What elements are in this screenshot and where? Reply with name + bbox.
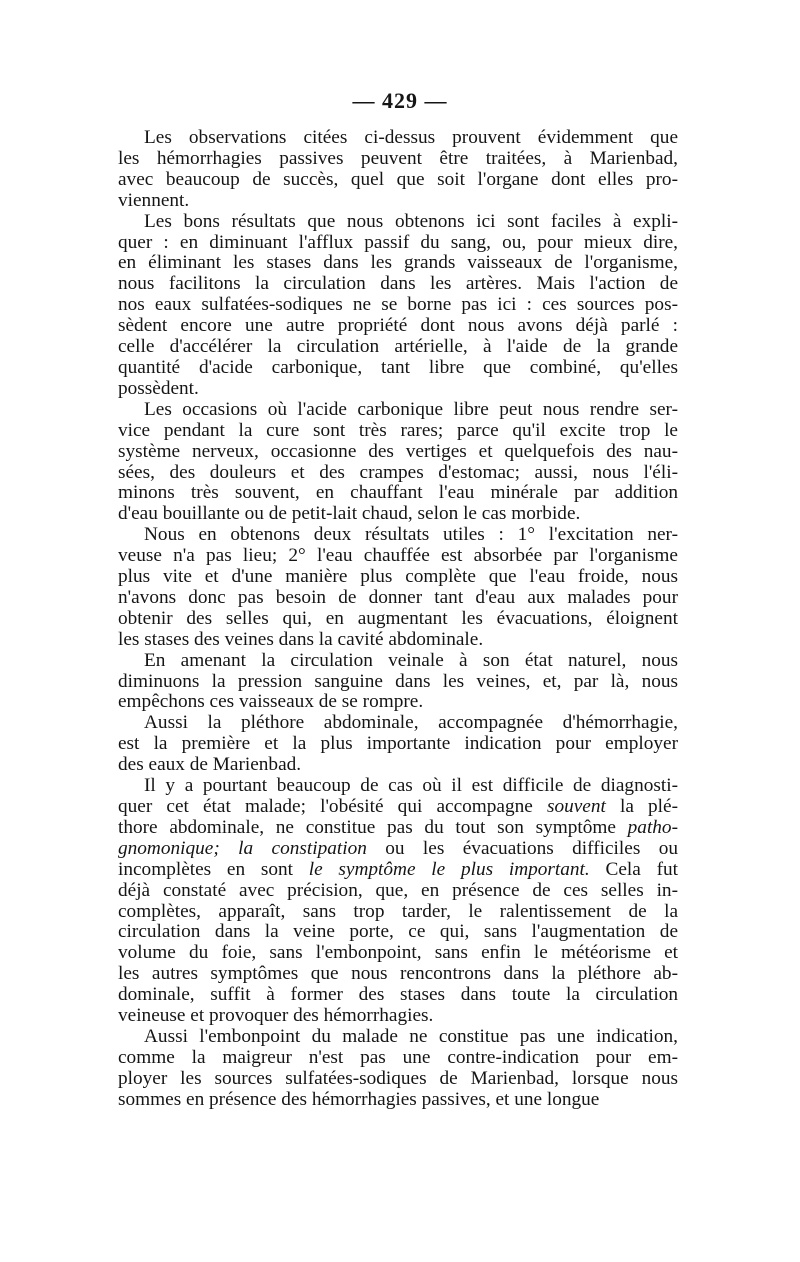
text-line: dominale, suffit à former des stases dans toute la circulation (118, 984, 678, 1006)
paragraph (118, 651, 678, 714)
text-line: Nous en obtenons deux résultats utiles : 1° l'excitation ner- (144, 524, 678, 546)
text-line: plus vite et d'une manière plus complète que l'eau froide, nous (118, 566, 678, 588)
text-line: Aussi l'embonpoint du malade ne constitue pas une indication, (144, 1025, 678, 1047)
text-line: des eaux de Marienbad. (118, 754, 302, 776)
text-line: sées, des douleurs et des crampes d'estomac; aussi, nous l'éli- (118, 461, 678, 483)
text-line: quer cet état malade; l'obésité qui accompagne souvent la plé- (118, 796, 678, 817)
paragraph (118, 776, 678, 1027)
text-line: vice pendant la cure sont très rares; parce qu'il excite trop le (118, 419, 678, 441)
text-line: possèdent. (118, 377, 199, 399)
text-line: incomplètes en sont le symptôme le plus important. Cela fut (118, 858, 678, 880)
text-line: les stases des veines dans la cavité abdominale. (118, 628, 484, 650)
text-line: n'avons donc pas besoin de donner tant d'eau aux malades pour (118, 586, 678, 608)
paragraph (118, 1027, 678, 1111)
text-line: thore abdominale, ne constitue pas du tout son symptôme patho- (118, 816, 678, 838)
text-line: celle d'accélérer la circulation artérielle, à l'aide de la grande (118, 336, 678, 358)
text-line: déjà constaté avec précision, que, en présence de ces selles in- (118, 879, 678, 901)
text-line: volume du foie, sans l'embonpoint, sans enfin le météorisme et (118, 942, 678, 964)
text-line: quantité d'acide carbonique, tant libre que combiné, qu'elles (118, 356, 678, 378)
text-line: Les occasions où l'acide carbonique libre peut nous rendre ser- (144, 398, 678, 420)
text-line: sèdent encore une autre propriété dont nous avons déjà parlé : (118, 315, 678, 337)
text-line: les autres symptômes que nous rencontrons dans la pléthore ab- (118, 963, 678, 985)
text-line: quer : en diminuant l'afflux passif du sang, ou, pour mieux dire, (118, 231, 678, 253)
text-line: gnomonique; la constipation ou les évacuations difficiles ou (118, 837, 678, 859)
paragraph (118, 212, 678, 400)
text-line: les hémorrhagies passives peuvent être traitées, à Marienbad, (118, 147, 678, 169)
text-line: empêchons ces vaisseaux de se rompre. (118, 691, 424, 713)
paragraph (118, 713, 678, 776)
text-line: diminuons la pression sanguine dans les veines, et, par là, nous (118, 670, 678, 692)
text-line: obtenir des selles qui, en augmentant les évacuations, éloignent (118, 607, 678, 629)
text-line: nous facilitons la circulation dans les artères. Mais l'action de (118, 273, 678, 295)
text-line: Les observations citées ci-dessus prouvent évidemment que (144, 127, 678, 148)
text-line: ployer les sources sulfatées-sodiques de Marienbad, lorsque nous (118, 1067, 678, 1089)
paragraph (118, 400, 678, 525)
text-line: sommes en présence des hémorrhagies passives, et une longue (118, 1088, 600, 1110)
text-line: circulation dans la veine porte, ce qui, sans l'augmentation de (118, 921, 678, 943)
text-line: En amenant la circulation veinale à son état naturel, nous (144, 649, 678, 671)
text-line: nos eaux sulfatées-sodiques ne se borne pas ici : ces sources pos- (118, 294, 678, 316)
text-line: viennent. (118, 189, 190, 211)
text-line: Il y a pourtant beaucoup de cas où il est difficile de diagnosti- (144, 775, 678, 797)
text-line: en éliminant les stases dans les grands vaisseaux de l'organisme, (118, 252, 678, 274)
page-number: — 429 — (352, 88, 448, 113)
text-line: comme la maigreur n'est pas une contre-indication pour em- (118, 1046, 678, 1068)
text-line: minons très souvent, en chauffant l'eau minérale par addition (118, 482, 678, 504)
text-line: veuse n'a pas lieu; 2° l'eau chauffée est absorbée par l'organisme (118, 545, 678, 567)
text-line: système nerveux, occasionne des vertiges et quelquefois des nau- (118, 440, 678, 462)
paragraph (118, 128, 678, 212)
text-line: complètes, apparaît, sans trop tarder, le ralentissement de la (118, 900, 678, 922)
text-line: avec beaucoup de succès, quel que soit l'organe dont elles pro- (118, 168, 678, 190)
text-line: est la première et la plus importante indication pour employer (118, 733, 678, 755)
text-line: Aussi la pléthore abdominale, accompagnée d'hémorrhagie, (144, 712, 678, 734)
text-line: veineuse et provoquer des hémorrhagies. (118, 1005, 434, 1027)
paragraph (118, 525, 678, 650)
body-text (118, 128, 678, 1111)
text-line: d'eau bouillante ou de petit-lait chaud, selon le cas morbide. (118, 503, 581, 525)
text-line: Les bons résultats que nous obtenons ici sont faciles à expli- (144, 210, 678, 232)
